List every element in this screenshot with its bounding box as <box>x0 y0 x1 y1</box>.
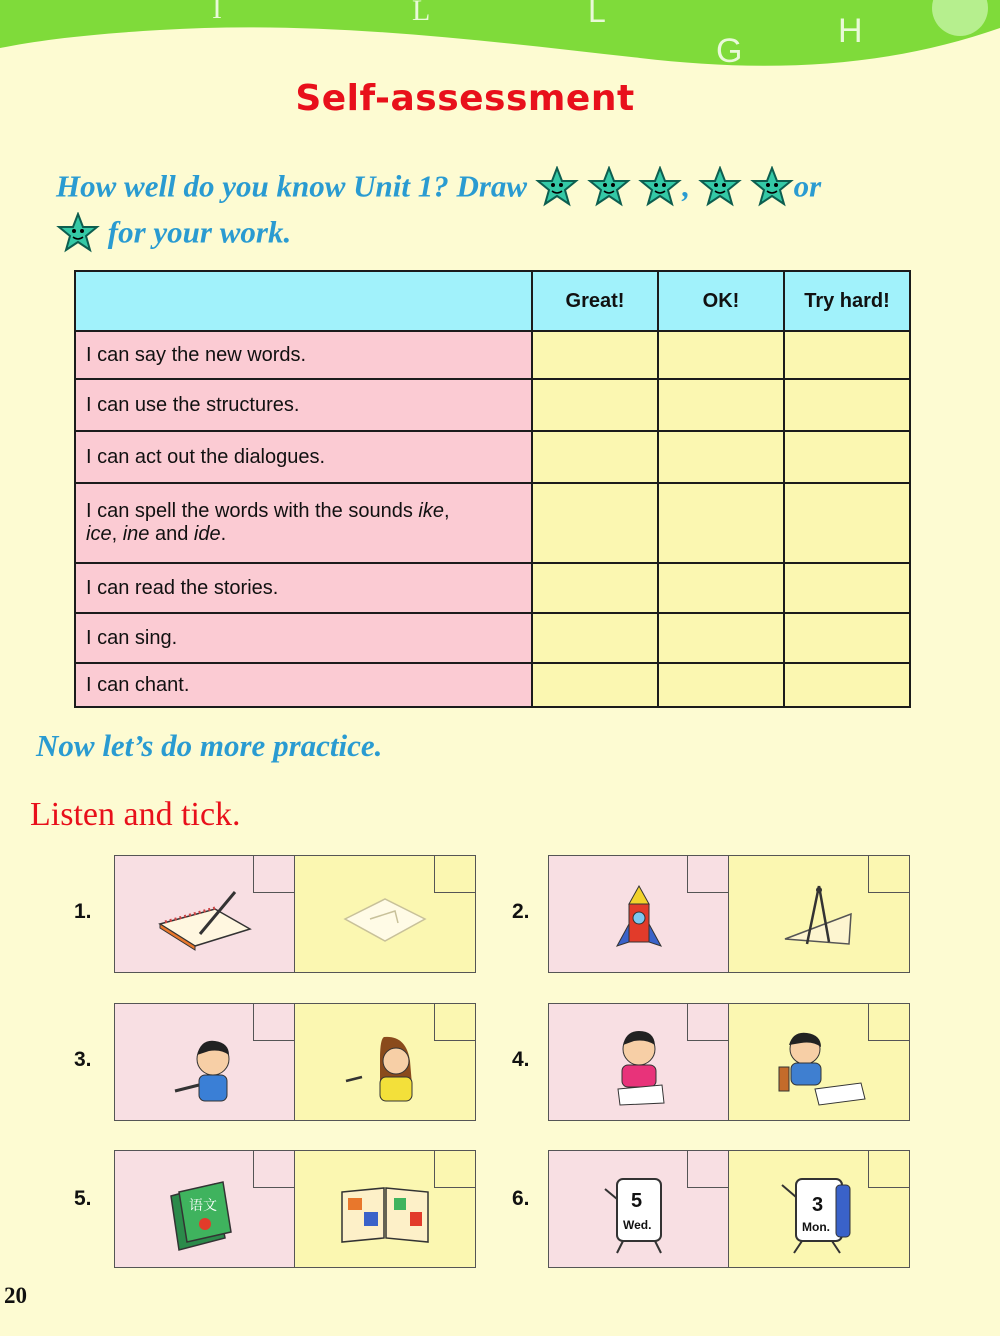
tick-box[interactable] <box>434 1151 475 1188</box>
table-row <box>75 431 910 483</box>
banner-letter: L <box>588 0 606 29</box>
rating-cell[interactable] <box>658 483 784 563</box>
listen-card-3 <box>114 1003 476 1121</box>
rating-cell[interactable] <box>658 379 784 431</box>
intro-text: How well do you know Unit 1? Draw <box>56 168 528 204</box>
star-icon <box>56 212 100 259</box>
girl-drawing-icon <box>604 1027 674 1107</box>
option-left <box>549 856 729 972</box>
boy-pointing-icon <box>165 1029 245 1105</box>
row-label: I can read the stories. <box>75 563 532 613</box>
row-label: I can sing. <box>75 613 532 663</box>
table-row <box>75 379 910 431</box>
header-ok: OK! <box>658 271 784 331</box>
rating-cell[interactable] <box>532 613 658 663</box>
rating-cell[interactable] <box>532 663 658 707</box>
self-assessment-table <box>74 270 911 708</box>
option-left <box>115 1004 295 1120</box>
banner-letter: H <box>838 12 863 50</box>
tick-box[interactable] <box>687 1151 728 1188</box>
listen-heading: Listen and tick. <box>30 796 241 833</box>
row-sep: , <box>111 523 118 545</box>
star-icon <box>698 166 742 213</box>
book-label: 语文 <box>188 1197 217 1214</box>
star-icon <box>750 166 794 213</box>
chinese-books-icon <box>165 1174 245 1254</box>
girl-pointing-icon <box>340 1029 430 1105</box>
option-left <box>549 1004 729 1120</box>
boy-writing-icon <box>769 1027 869 1107</box>
calendar-weekday: Mon. <box>802 1219 830 1234</box>
calendar-mon-icon <box>774 1171 864 1257</box>
tick-box[interactable] <box>253 1151 294 1188</box>
calendar-day: 3 <box>812 1193 824 1216</box>
intro-line-1 <box>56 166 936 213</box>
page-title: Self-assessment <box>295 78 635 119</box>
table-header-row <box>75 271 910 331</box>
option-right <box>295 856 475 972</box>
table-row <box>75 483 910 563</box>
tick-box[interactable] <box>687 856 728 893</box>
rating-cell[interactable] <box>784 379 910 431</box>
option-right <box>295 1004 475 1120</box>
calendar-wed-icon <box>599 1171 679 1257</box>
listen-card-4 <box>548 1003 910 1121</box>
rating-cell[interactable] <box>784 331 910 379</box>
option-left <box>549 1151 729 1267</box>
rating-cell[interactable] <box>784 483 910 563</box>
tick-box[interactable] <box>868 1151 909 1188</box>
listen-card-2 <box>548 855 910 973</box>
item-number: 4. <box>512 1048 530 1071</box>
practice-heading: Now let’s do more practice. <box>36 728 383 763</box>
top-banner <box>0 0 1000 80</box>
row-sep: , <box>443 500 450 522</box>
rating-cell[interactable] <box>658 613 784 663</box>
open-book-icon <box>338 1182 432 1246</box>
row-label: I can say the new words. <box>75 331 532 379</box>
table-row <box>75 563 910 613</box>
rating-cell[interactable] <box>784 663 910 707</box>
sound-ine: ine <box>122 523 150 545</box>
calendar-day: 5 <box>630 1189 642 1212</box>
option-right <box>729 1151 909 1267</box>
banner-letter: G <box>716 32 743 70</box>
rating-cell[interactable] <box>658 331 784 379</box>
row-and: and <box>149 523 194 545</box>
intro-or: or <box>793 168 822 204</box>
tick-box[interactable] <box>868 1004 909 1041</box>
intro-text: for your work. <box>107 214 292 250</box>
row-text: I can spell the words with the sounds <box>86 500 419 522</box>
star-icon <box>638 166 682 213</box>
tick-box[interactable] <box>253 1004 294 1041</box>
tick-box[interactable] <box>253 856 294 893</box>
row-label: I can chant. <box>75 663 532 707</box>
star-icon <box>535 166 579 213</box>
rating-cell[interactable] <box>532 483 658 563</box>
header-blank <box>75 271 532 331</box>
item-number: 1. <box>74 900 92 923</box>
listen-card-5 <box>114 1150 476 1268</box>
notebook-pen-icon <box>155 884 255 954</box>
sound-ike: ike <box>418 500 444 522</box>
header-try-hard: Try hard! <box>784 271 910 331</box>
row-label: I can use the structures. <box>75 379 532 431</box>
rating-cell[interactable] <box>532 563 658 613</box>
listen-card-1 <box>114 855 476 973</box>
tick-box[interactable] <box>434 1004 475 1041</box>
rating-cell[interactable] <box>784 431 910 483</box>
rating-cell[interactable] <box>658 431 784 483</box>
table-row <box>75 663 910 707</box>
sound-ice: ice <box>86 523 112 545</box>
intro-line-2 <box>56 212 936 259</box>
rating-cell[interactable] <box>658 663 784 707</box>
rocket-toy-icon <box>609 884 669 954</box>
item-number: 6. <box>512 1187 530 1210</box>
row-label <box>75 483 532 563</box>
row-end: . <box>220 523 227 545</box>
option-left <box>115 856 295 972</box>
rating-cell[interactable] <box>532 331 658 379</box>
tick-box[interactable] <box>434 856 475 893</box>
row-label: I can act out the dialogues. <box>75 431 532 483</box>
option-right <box>729 856 909 972</box>
tick-box[interactable] <box>868 856 909 893</box>
header-great: Great! <box>532 271 658 331</box>
calendar-weekday: Wed. <box>622 1217 651 1232</box>
item-number: 3. <box>74 1048 92 1071</box>
intro-comma: , <box>682 168 691 204</box>
listen-card-6 <box>548 1150 910 1268</box>
rating-cell[interactable] <box>784 563 910 613</box>
option-right <box>295 1151 475 1267</box>
compass-ruler-icon <box>779 884 859 954</box>
option-right <box>729 1004 909 1120</box>
item-number: 5. <box>74 1187 92 1210</box>
option-left <box>115 1151 295 1267</box>
rating-cell[interactable] <box>658 563 784 613</box>
banner-letter: L <box>412 0 431 27</box>
banner-letter: I <box>212 0 222 25</box>
tick-box[interactable] <box>687 1004 728 1041</box>
rating-cell[interactable] <box>532 431 658 483</box>
sound-ide: ide <box>193 523 221 545</box>
star-icon <box>587 166 631 213</box>
rating-cell[interactable] <box>784 613 910 663</box>
item-number: 2. <box>512 900 530 923</box>
page-number: 20 <box>4 1283 27 1308</box>
folded-paper-icon <box>340 889 430 949</box>
rating-cell[interactable] <box>532 379 658 431</box>
table-row <box>75 613 910 663</box>
table-row <box>75 331 910 379</box>
